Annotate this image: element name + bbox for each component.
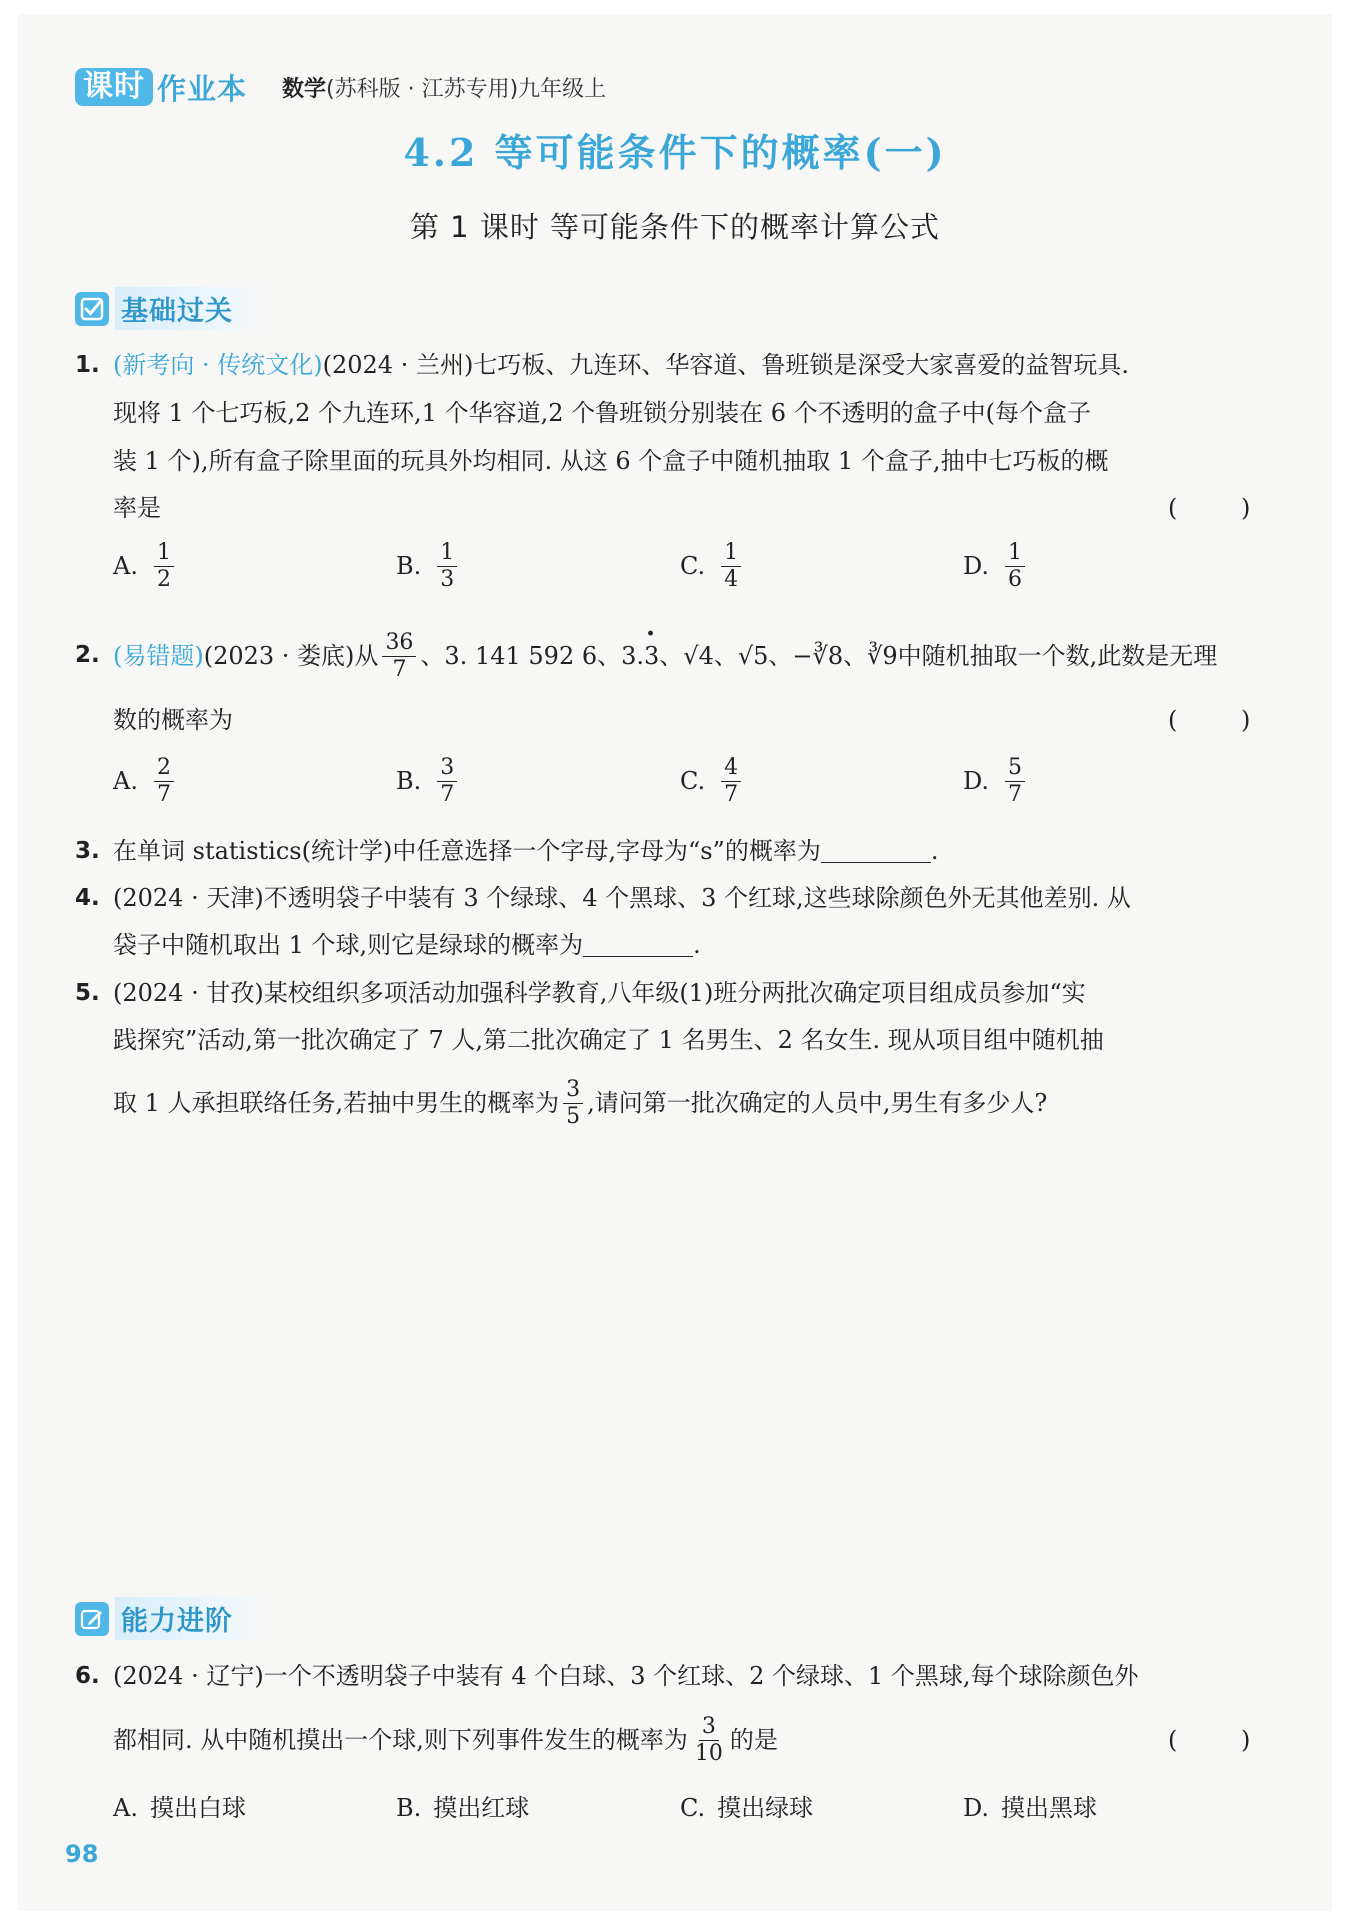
option-label: D.	[963, 767, 990, 795]
question-line	[113, 1075, 1047, 1131]
numerator: 5	[1005, 755, 1025, 782]
option-label: C.	[680, 552, 706, 580]
question-number: 6.	[75, 1663, 100, 1689]
punctuation: .	[930, 837, 939, 865]
question-line	[113, 628, 1217, 684]
fraction	[721, 755, 741, 808]
question-line: (2024 · 天津)不透明袋子中装有 3 个绿球、4 个黑球、3 个红球,这些球除颜色外无其他差别. 从	[113, 884, 1131, 912]
option-label: C.	[680, 1794, 706, 1822]
option-text: 摸出红球	[433, 1794, 530, 1822]
denominator: 3	[440, 567, 455, 592]
numerator: 1	[437, 540, 457, 567]
numerator: 3	[699, 1714, 719, 1741]
answer-blank[interactable]	[821, 832, 931, 863]
question-tag: (易错题)	[113, 641, 204, 670]
question-source: (2023 · 娄底)从	[203, 641, 379, 670]
question-text: 在单词 statistics(统计学)中任意选择一个字母,字母为“s”的概率为	[113, 837, 821, 865]
numerator: 4	[721, 755, 741, 782]
denominator: 5	[566, 1103, 581, 1129]
option-c[interactable]	[680, 755, 745, 808]
option-label: A.	[113, 552, 138, 580]
pencil-edit-icon	[75, 1602, 109, 1636]
fraction	[382, 630, 416, 683]
option-text: 摸出绿球	[717, 1794, 814, 1822]
fraction	[721, 540, 741, 593]
denominator: 7	[1008, 782, 1023, 807]
answer-area[interactable]	[75, 1150, 1245, 1590]
subject-edition: (苏科版 · 江苏专用)九年级上	[326, 77, 607, 102]
page-number: 98	[65, 1840, 99, 1868]
numerator: 3	[563, 1077, 583, 1104]
question-text: (2024 · 兰州)七巧板、九连环、华容道、鲁班锁是深受大家喜爱的益智玩具.	[322, 351, 1129, 379]
checkbox-icon	[75, 292, 109, 326]
answer-parentheses: ( )	[1168, 706, 1279, 734]
question-line: (2024 · 甘孜)某校组织多项活动加强科学教育,八年级(1)班分两批次确定项目组成员参加“实	[113, 979, 1086, 1007]
option-label: D.	[963, 1794, 990, 1822]
fraction	[563, 1077, 583, 1130]
denominator: 7	[392, 656, 407, 682]
denominator: 7	[724, 782, 739, 807]
answer-parentheses: ( )	[1168, 494, 1279, 522]
question-line: 现将 1 个七巧板,2 个九连环,1 个华容道,2 个鲁班锁分别装在 6 个不透明的盒子中(每个盒子	[113, 399, 1091, 427]
denominator: 10	[694, 1740, 723, 1766]
denominator: 7	[156, 782, 171, 807]
book-subject	[282, 72, 606, 103]
option-d[interactable]	[963, 540, 1029, 593]
question-text: 的是	[729, 1725, 778, 1754]
fraction	[437, 755, 457, 808]
number-list: 、3. 141 592 6、3.	[420, 641, 645, 670]
section-label: 能力进阶	[115, 1597, 273, 1640]
denominator: 2	[156, 567, 171, 592]
option-text: 摸出黑球	[1001, 1794, 1098, 1822]
question-tag: (新考向 · 传统文化)	[113, 351, 323, 379]
option-b[interactable]	[396, 1785, 529, 1832]
fraction	[154, 540, 174, 593]
denominator: 4	[724, 567, 739, 592]
option-b[interactable]	[396, 755, 461, 808]
option-label: A.	[113, 1794, 138, 1822]
option-label: B.	[396, 552, 422, 580]
section-heading-advanced	[75, 1597, 273, 1640]
option-text: 摸出白球	[149, 1794, 246, 1822]
denominator: 6	[1008, 567, 1023, 592]
brand-logo	[75, 65, 247, 109]
question-line	[113, 828, 938, 875]
option-a[interactable]	[113, 540, 178, 593]
question-line	[113, 342, 1129, 389]
numerator: 1	[154, 540, 174, 567]
section-title: 4.2 等可能条件下的概率(一)	[403, 130, 947, 175]
fraction	[437, 540, 457, 593]
question-line: 装 1 个),所有盒子除里面的玩具外均相同. 从这 6 个盒子中随机抽取 1 个盒子,抽中七巧板的概	[113, 447, 1109, 475]
question-line: 数的概率为	[113, 706, 233, 734]
question-line	[113, 922, 701, 969]
section-heading-basic	[75, 287, 273, 330]
question-text: 都相同. 从中随机摸出一个球,则下列事件发生的概率为	[113, 1725, 688, 1754]
punctuation: .	[693, 931, 701, 959]
question-number: 3.	[75, 838, 100, 864]
fraction	[154, 755, 174, 808]
answer-blank[interactable]	[583, 926, 693, 957]
option-a[interactable]	[113, 755, 178, 808]
option-a[interactable]	[113, 1785, 246, 1832]
fraction	[1005, 755, 1025, 808]
numerator: 3	[437, 755, 457, 782]
answer-parentheses: ( )	[1168, 1726, 1279, 1754]
question-text: ,请问第一批次确定的人员中,男生有多少人?	[587, 1088, 1048, 1117]
question-text: 中随机抽取一个数,此数是无理	[897, 641, 1218, 670]
question-text: 取 1 人承担联络任务,若抽中男生的概率为	[113, 1088, 560, 1117]
option-c[interactable]	[680, 1785, 813, 1832]
numerator: 1	[721, 540, 741, 567]
question-number: 4.	[75, 885, 100, 911]
option-b[interactable]	[396, 540, 461, 593]
numerator: 36	[382, 630, 416, 657]
question-number: 2.	[75, 642, 100, 668]
option-c[interactable]	[680, 540, 745, 593]
number-list: 、√4、√5、−∛8、∛9	[659, 641, 898, 670]
question-line: 率是	[113, 494, 161, 522]
fraction	[1005, 540, 1025, 593]
brand-text: 作业本	[157, 71, 248, 106]
option-label: B.	[396, 1794, 422, 1822]
option-d[interactable]	[963, 755, 1029, 808]
option-label: B.	[396, 767, 422, 795]
question-text: 袋子中随机取出 1 个球,则它是绿球的概率为	[113, 931, 584, 959]
question-number: 1.	[75, 352, 100, 378]
option-label: D.	[963, 552, 990, 580]
subject-main: 数学	[282, 77, 327, 102]
brand-box: 课时	[75, 68, 153, 106]
fraction	[692, 1714, 726, 1767]
question-line: (2024 · 辽宁)一个不透明袋子中装有 4 个白球、3 个红球、2 个绿球、1 个黑球,每个球除颜色外	[113, 1662, 1139, 1690]
section-label: 基础过关	[115, 287, 273, 330]
option-label: C.	[680, 767, 706, 795]
numerator: 2	[154, 755, 174, 782]
lesson-title: 第 1 课时 等可能条件下的概率计算公式	[409, 210, 941, 244]
question-number: 5.	[75, 980, 100, 1006]
numerator: 1	[1005, 540, 1025, 567]
option-d[interactable]	[963, 1785, 1097, 1832]
question-line	[113, 1712, 778, 1768]
repeating-digit: · 3	[644, 633, 659, 680]
denominator: 7	[440, 782, 455, 807]
question-line: 践探究”活动,第一批次确定了 7 人,第二批次确定了 1 名男生、2 名女生. 现从项目组中随机抽	[113, 1026, 1104, 1054]
option-label: A.	[113, 767, 138, 795]
